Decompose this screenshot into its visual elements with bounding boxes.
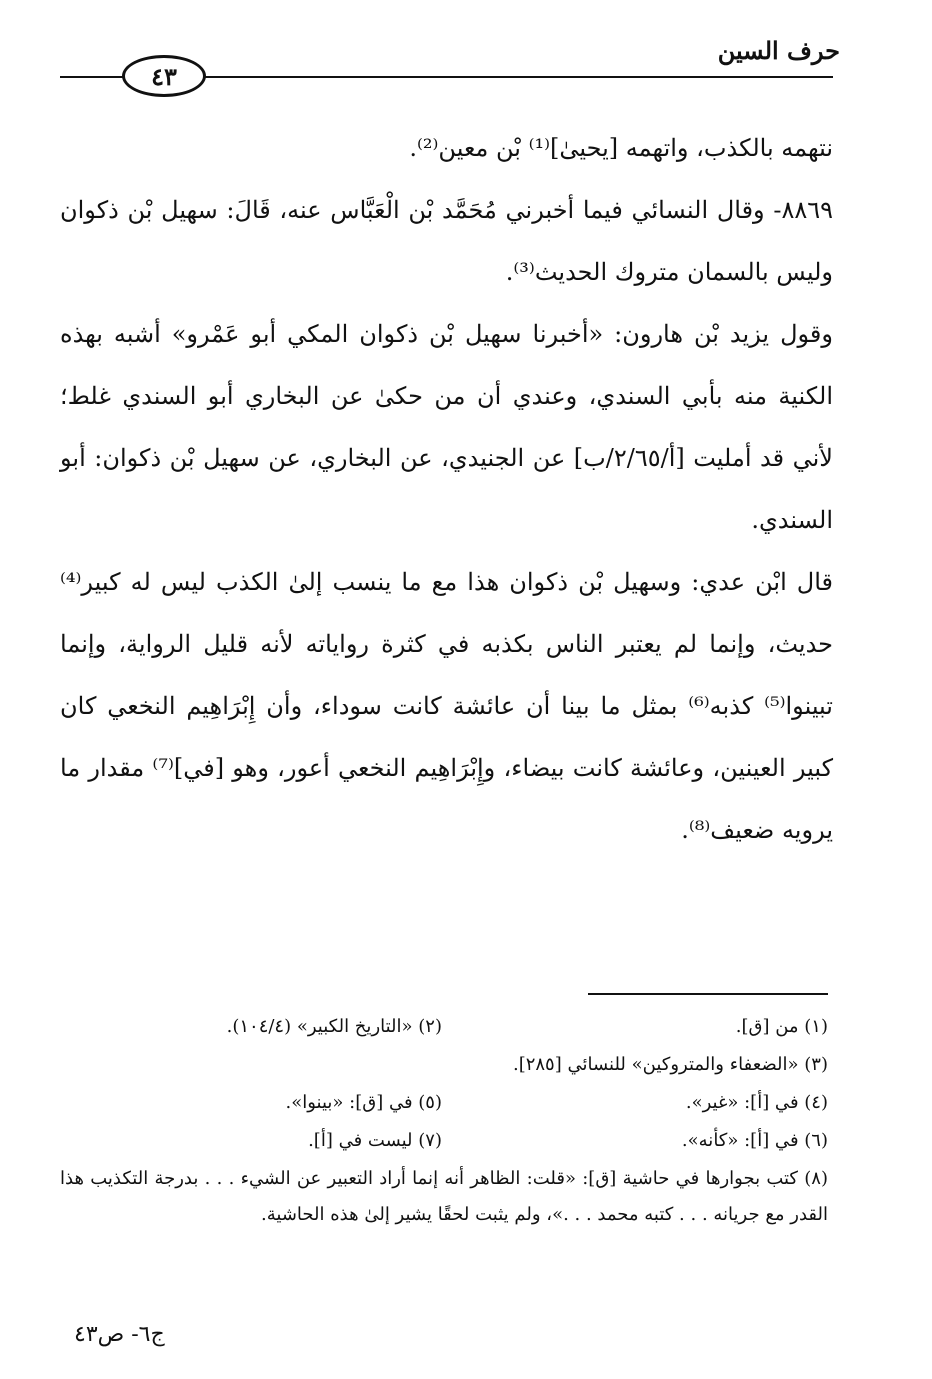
footnote-1: (١) من [ق]. — [735, 1016, 828, 1037]
footnote-3: (٣) «الضعفاء والمتروكين» للنسائي [٢٨٥]. — [512, 1054, 828, 1075]
footnote-2: (٢) «التاريخ الكبير» (١٠٤/٤). — [226, 1016, 442, 1037]
footnote-6: (٦) في [أ]: «كأنه». — [681, 1130, 828, 1151]
footnote-8: (٨) كتب بجوارها في حاشية [ق]: «قلت: الظاهر أنه إنما أراد التعبير عن الشيء . . . بدرجة التكذيب هذا القدر مع جريانه . . . كتبه محمد . . .»، ولم يثبت لحقًا يشير إلىٰ هذه الحاشية. — [60, 1168, 828, 1225]
header-rule-right — [205, 76, 833, 78]
volume-page-reference: ج٦- ص٤٣ — [74, 1322, 165, 1347]
body-paragraph-1 — [60, 117, 833, 179]
footnote-4: (٤) في [أ]: «غير». — [685, 1092, 828, 1113]
footnote-7: (٧) ليست في [أ]. — [308, 1130, 442, 1151]
paragraph-text: وقول يزيد بْن هارون: «أخبرنا سهيل بْن ذكوان المكي أبو عَمْرو» أشبه بهذه الكنية منه بأبي السندي، وعندي أن من حكىٰ عن البخاري أبو السندي غلط؛ لأني قد أمليت [أ/٢/٦٥/ب] عن الجنيدي، عن البخاري، عن سهيل بْن ذكوان: أبو السندي. — [60, 320, 833, 534]
chapter-title: حرف السين — [717, 36, 840, 65]
body-paragraph-3 — [60, 303, 833, 551]
header-rule-left — [60, 76, 124, 78]
paragraph-text: نتهمه بالكذب، واتهمه [يحيىٰ]⁽¹⁾ بْن معين⁽²⁾. — [409, 134, 833, 162]
footnote-5: (٥) في [ق]: «بينوا». — [285, 1092, 442, 1113]
footnote-separator — [588, 993, 828, 995]
body-paragraph-2 — [60, 179, 833, 303]
page-number-badge: ٤٣ — [122, 55, 206, 97]
paragraph-text: ٨٨٦٩- وقال النسائي فيما أخبرني مُحَمَّد بْن الْعَبَّاس عنه، قَالَ: سهيل بْن ذكوان وليس بالسمان متروك الحديث⁽³⁾. — [60, 196, 833, 286]
body-paragraph-4 — [60, 551, 833, 861]
paragraph-text: قال ابْن عدي: وسهيل بْن ذكوان هذا مع ما ينسب إلىٰ الكذب ليس له كبير⁽⁴⁾ حديث، وإنما لم يعتبر الناس بكذبه في كثرة رواياته لأنه قليل الرواية، وإنما تبينوا⁽⁵⁾ كذبه⁽⁶⁾ بمثل ما بينا أن عائشة كانت سوداء، وأن إِبْرَاهِيم النخعي كان كبير العينين، وعائشة كانت بيضاء، وإِبْرَاهِيم النخعي أعور، وهو [في]⁽⁷⁾ مقدار ما يرويه ضعيف⁽⁸⁾. — [60, 568, 833, 844]
